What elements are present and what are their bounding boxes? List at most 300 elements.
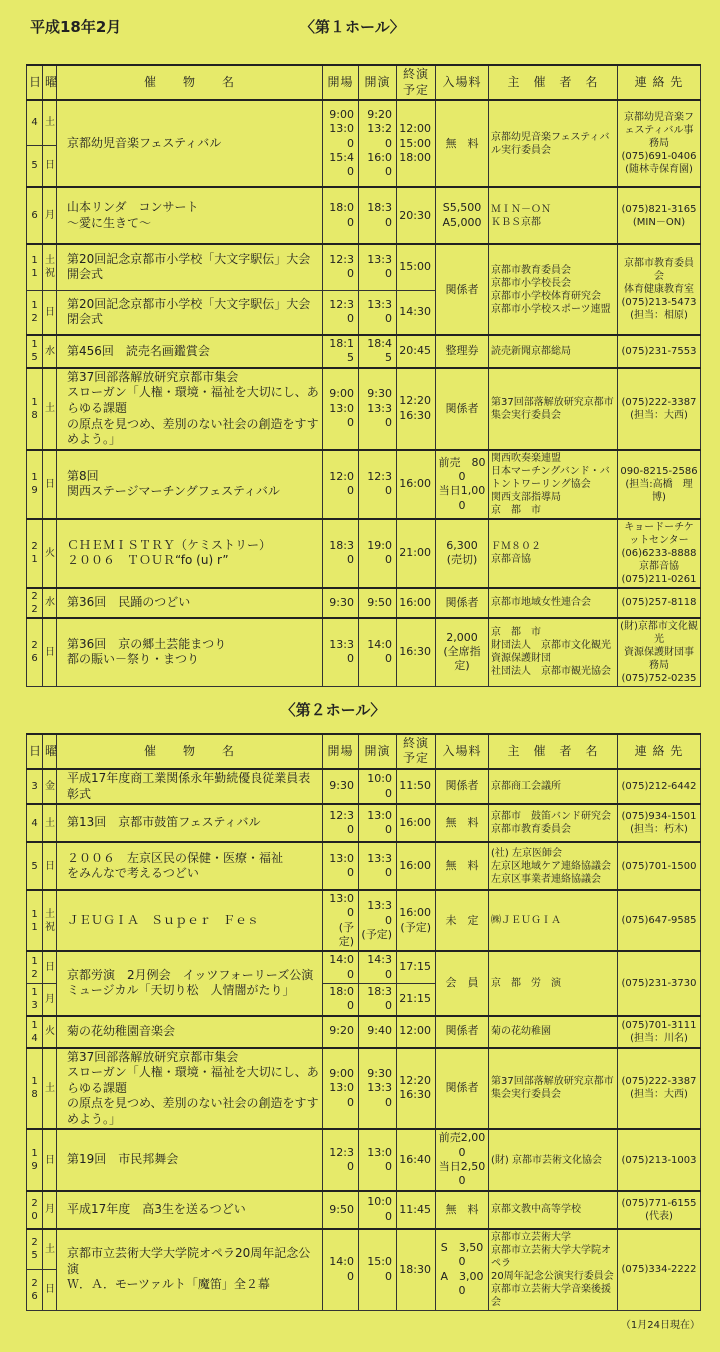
- end-time-line: 11:50: [399, 779, 431, 793]
- start-time-line: 19:00: [367, 538, 392, 567]
- contact-line: (06)6233-8888: [621, 547, 697, 559]
- contact-line: 体育健康教育室: [624, 284, 694, 296]
- admission-line: A5,000: [442, 215, 482, 229]
- day: 15: [27, 335, 43, 368]
- end-time-line: (予定): [400, 920, 431, 934]
- start-time-line: 13:30: [367, 1081, 392, 1109]
- event-name-line: 京都労演 2月例会 イッツフォーリーズ公演: [67, 967, 314, 982]
- start-time: [359, 1129, 397, 1190]
- admission: [436, 890, 489, 951]
- header-row: [27, 65, 701, 100]
- contact: [618, 187, 701, 244]
- admission: [436, 842, 489, 890]
- admission: [436, 618, 489, 687]
- contact-line: (075)257-8118: [621, 597, 697, 609]
- contact-line: (075)334-2222: [621, 1264, 697, 1276]
- contact: [618, 1048, 701, 1130]
- event-name-line: 第8回: [67, 468, 99, 483]
- admission-line: (売切): [446, 553, 478, 567]
- event-name-line: 山本リンダ コンサート: [67, 200, 199, 215]
- organizer-line: 京都市立芸術大学: [491, 1231, 571, 1243]
- contact: [618, 100, 701, 187]
- organizer: [489, 450, 618, 519]
- day: 25: [27, 1229, 43, 1270]
- day: 12: [27, 951, 43, 983]
- doors-open: [323, 290, 359, 335]
- doors-open-line: 12:30: [329, 298, 354, 326]
- event-name: [57, 890, 323, 951]
- organizer-line: 京都市地域女性連合会: [491, 597, 591, 609]
- organizer-line: 関西吹奏楽連盟: [491, 452, 561, 464]
- doors-open-line: 18:15: [329, 337, 354, 365]
- event-name: [57, 1129, 323, 1190]
- event-name-line: 第456回 読売名画鑑賞会: [67, 343, 210, 358]
- organizer: [489, 1048, 618, 1130]
- end-time: [397, 1016, 436, 1048]
- table-row: [27, 618, 701, 687]
- contact: [618, 368, 701, 450]
- end-time: [397, 1048, 436, 1130]
- doors-open: [323, 187, 359, 244]
- admission-line: 6,300: [446, 538, 478, 552]
- end-time: [397, 588, 436, 618]
- day: 4: [27, 804, 43, 842]
- end-time-line: 11:45: [399, 1202, 431, 1216]
- weekday: 土: [43, 1229, 57, 1270]
- day: 11: [27, 244, 43, 290]
- doors-open-line: 13:00: [329, 401, 354, 429]
- event-name: [57, 244, 323, 290]
- organizer-line: 第37回部落解放研究京都市: [491, 396, 614, 408]
- admission-line: 無 料: [445, 858, 479, 872]
- contact-line: (担当：朽木): [630, 824, 688, 836]
- doors-open: [323, 1229, 359, 1311]
- contact-line: 090-8215-2586: [620, 465, 698, 477]
- weekday: 水: [43, 588, 57, 618]
- doors-open-line: 12:30: [329, 253, 354, 281]
- doors-open: [323, 335, 359, 368]
- admission: [436, 1016, 489, 1048]
- organizer: [489, 842, 618, 890]
- doors-open: [323, 1016, 359, 1048]
- doors-open-line: 18:00: [329, 201, 354, 229]
- organizer: [489, 187, 618, 244]
- doors-open: [323, 804, 359, 842]
- organizer-line: 20周年記念公演実行委員会: [491, 1270, 614, 1282]
- organizer-line: 京都市小学校スポーツ連盟: [491, 303, 611, 315]
- organizer-line: 京 都 市: [491, 504, 541, 516]
- start-time-line: 9:40: [367, 1024, 392, 1038]
- organizer-line: 京都文教中高等学校: [491, 1204, 581, 1216]
- weekday: 金: [43, 769, 57, 804]
- contact-line: (075)212-6442: [621, 781, 697, 793]
- organizer-line: 京都幼児音楽フェスティバル実行委員会: [491, 131, 610, 156]
- doors-open-line: 13:00: [329, 892, 354, 920]
- start-time-line: 18:30: [367, 201, 392, 229]
- organizer-line: ＭＩＮ－ＯＮ: [491, 203, 551, 215]
- start-time: [359, 244, 397, 290]
- day: 26: [27, 618, 43, 687]
- column-header-day: 日: [27, 65, 43, 100]
- doors-open: [323, 618, 359, 687]
- start-time: [359, 1048, 397, 1130]
- day: 22: [27, 588, 43, 618]
- weekday: 土: [43, 368, 57, 450]
- table-row: [27, 519, 701, 588]
- event-name: [57, 1016, 323, 1048]
- event-name: [57, 618, 323, 687]
- contact-line: (担当：川名): [630, 1032, 688, 1044]
- column-header-end-time: 終演予定: [397, 65, 436, 100]
- contact-line: (075)821-3165: [621, 203, 697, 215]
- contact: [618, 519, 701, 588]
- end-time-line: 12:00: [399, 1024, 431, 1038]
- end-time-line: 16:00: [399, 815, 431, 829]
- doors-open: [323, 842, 359, 890]
- weekday: 土: [43, 100, 57, 145]
- end-time: [397, 842, 436, 890]
- column-header-end-time: 終演予定: [397, 734, 436, 769]
- event-name-line: 第36回 京の郷土芸能まつり: [67, 636, 227, 651]
- doors-open-line: 9:00: [329, 1067, 354, 1081]
- admission-line: 整理券: [445, 344, 479, 358]
- end-time-line: 16:30: [399, 645, 431, 659]
- weekday: 土祝: [43, 890, 57, 951]
- doors-open: [323, 244, 359, 290]
- organizer-line: 京都音協: [491, 554, 531, 566]
- contact-line: (075)211-0261: [621, 573, 697, 585]
- day: 3: [27, 769, 43, 804]
- day: 5: [27, 145, 43, 187]
- contact-line: 資源保護財団事務局: [624, 646, 694, 671]
- end-time-line: 21:00: [399, 546, 431, 560]
- admission-line: 当日2,500: [438, 1160, 486, 1188]
- start-time-line: 14:00: [367, 637, 392, 666]
- event-name-line: 第37回部落解放研究京都市集会: [67, 1049, 239, 1064]
- event-name-line: ミュージカル「天切り松 人情闇がたり」: [67, 983, 295, 998]
- start-time: [359, 187, 397, 244]
- organizer: [489, 618, 618, 687]
- admission: [436, 187, 489, 244]
- organizer-line: 京都市 鼓笛バンド研究会: [491, 811, 611, 823]
- contact: [618, 244, 701, 335]
- admission: [436, 1191, 489, 1229]
- admission-line: 未 定: [445, 913, 479, 927]
- start-time: [359, 769, 397, 804]
- hall-2-title: 〈第２ホール〉: [280, 700, 386, 719]
- organizer: [489, 519, 618, 588]
- start-time: [359, 100, 397, 187]
- event-name-line: 京都市立芸術大学大学院オペラ20周年記念公演: [67, 1246, 311, 1276]
- organizer: [489, 368, 618, 450]
- organizer-line: (財) 京都市芸術文化協会: [491, 1154, 602, 1166]
- start-time: [359, 335, 397, 368]
- contact-line: 京都市教育委員会: [624, 258, 694, 283]
- doors-open: [323, 368, 359, 450]
- doors-open-line: 13:00: [329, 1081, 354, 1109]
- doors-open: [323, 1048, 359, 1130]
- contact: [618, 1129, 701, 1190]
- doors-open-line: 18:30: [329, 538, 354, 567]
- doors-open: [323, 769, 359, 804]
- table-row: [27, 100, 701, 145]
- start-time: [359, 951, 397, 983]
- weekday: 水: [43, 335, 57, 368]
- day: 13: [27, 983, 43, 1015]
- doors-open-line: 9:30: [329, 779, 354, 793]
- doors-open: [323, 519, 359, 588]
- column-header-day: 日: [27, 734, 43, 769]
- end-time-line: 16:00: [399, 477, 431, 491]
- weekday: 日: [43, 842, 57, 890]
- end-time: [397, 450, 436, 519]
- organizer: [489, 1229, 618, 1311]
- end-time: [397, 951, 436, 983]
- start-time-line: 13:30: [367, 899, 392, 927]
- start-time-line: 9:50: [367, 595, 392, 609]
- organizer-line: 左京区地域ケア連絡協議会: [491, 860, 611, 872]
- event-name: [57, 1229, 323, 1311]
- admission: [436, 769, 489, 804]
- start-time-line: 13:30: [367, 298, 392, 326]
- end-time-line: 15:00: [399, 136, 431, 150]
- column-header-contact: 連 絡 先: [618, 734, 701, 769]
- day: 12: [27, 290, 43, 335]
- weekday: 日: [43, 145, 57, 187]
- day: 21: [27, 519, 43, 588]
- column-header-organizer: 主 催 者 名: [489, 734, 618, 769]
- event-name: [57, 588, 323, 618]
- admission: [436, 951, 489, 1015]
- doors-open-line: 14:00: [329, 953, 354, 981]
- event-name-line: 京都幼児音楽フェスティバル: [67, 135, 222, 150]
- organizer-line: 財団法人 京都市文化観光資源保護財団: [491, 640, 611, 665]
- organizer: [489, 951, 618, 1015]
- admission: [436, 368, 489, 450]
- end-time-line: 16:00: [399, 595, 431, 609]
- end-time-line: 18:00: [399, 150, 431, 164]
- start-time: [359, 588, 397, 618]
- event-name-line: ＣＨＥＭＩＳＴＲＹ（ケミストリー）: [67, 537, 272, 552]
- day: 20: [27, 1191, 43, 1229]
- column-header-organizer: 主 催 者 名: [489, 65, 618, 100]
- admission-line: 無 料: [445, 1202, 479, 1216]
- start-time: [359, 368, 397, 450]
- start-time-line: 13:30: [367, 851, 392, 880]
- hall-1-schedule-table: [26, 64, 701, 687]
- admission-line: S5,500: [442, 201, 482, 215]
- weekday: 土: [43, 1048, 57, 1130]
- weekday: 火: [43, 519, 57, 588]
- event-name: [57, 1048, 323, 1130]
- start-time-line: 9:20: [367, 107, 392, 121]
- organizer-line: (社) 左京医師会: [491, 847, 562, 859]
- day: 11: [27, 890, 43, 951]
- admission: [436, 804, 489, 842]
- start-time: [359, 842, 397, 890]
- doors-open-line: 9:00: [329, 387, 354, 401]
- organizer-line: 集会実行委員会: [491, 1089, 561, 1101]
- start-time-line: 9:30: [367, 387, 392, 401]
- contact-line: (075)231-7553: [621, 345, 697, 357]
- admission-line: 2,000: [446, 630, 478, 644]
- table-row: [27, 1016, 701, 1048]
- table-row: [27, 450, 701, 519]
- contact-line: (担当：大西): [630, 1089, 688, 1101]
- start-time: [359, 290, 397, 335]
- doors-open: [323, 890, 359, 951]
- end-time: [397, 1129, 436, 1190]
- end-time-line: 16:30: [399, 1088, 431, 1102]
- event-name-line: 平成17年度商工業関係永年勤続優良従業員表彰式: [67, 770, 311, 801]
- start-time: [359, 890, 397, 951]
- admission-line: 当日1,000: [438, 484, 486, 512]
- admission-line: 会 員: [445, 976, 479, 990]
- end-time-line: 17:15: [399, 960, 431, 974]
- event-name: [57, 335, 323, 368]
- contact-line: キョードーチケットセンター: [624, 521, 694, 546]
- doors-open-line: 12:00: [329, 469, 354, 498]
- contact: [618, 951, 701, 1015]
- contact-line: (075)213-5473: [621, 297, 697, 309]
- organizer-line: ＫＢＳ京都: [491, 216, 541, 228]
- contact-line: (担当：大西): [630, 409, 688, 421]
- event-name: [57, 187, 323, 244]
- end-time: [397, 1191, 436, 1229]
- table-row: [27, 588, 701, 618]
- admission: [436, 244, 489, 335]
- weekday: 火: [43, 1016, 57, 1048]
- end-time-line: 18:30: [399, 1262, 431, 1276]
- doors-open: [323, 450, 359, 519]
- organizer-line: 日本マーチングバンド・バトントワーリング協会: [491, 465, 610, 490]
- admission-line: 前売2,000: [438, 1131, 486, 1159]
- end-time: [397, 890, 436, 951]
- column-header-weekday: 曜: [43, 65, 57, 100]
- table-row: [27, 1048, 701, 1130]
- start-time-line: 13:30: [367, 253, 392, 281]
- admission: [436, 1129, 489, 1190]
- column-header-event-name: 催 物 名: [57, 734, 323, 769]
- start-time-line: 16:00: [367, 150, 392, 179]
- admission: [436, 588, 489, 618]
- event-name-line: ２００６ 左京区民の保健・医療・福祉: [67, 850, 284, 865]
- start-time-line: 13:00: [367, 808, 392, 837]
- organizer-line: 第37回部落解放研究京都市: [491, 1076, 614, 1088]
- doors-open: [323, 100, 359, 187]
- end-time: [397, 769, 436, 804]
- period-title: 平成18年2月: [30, 18, 122, 36]
- column-header-start-time: 開演: [359, 65, 397, 100]
- table-row: [27, 951, 701, 983]
- start-time-line: (予定): [361, 927, 392, 941]
- as-of-date-note: （1月24日現在）: [620, 1319, 700, 1331]
- start-time-line: 13:30: [367, 401, 392, 429]
- organizer-line: 京都市教育委員会: [491, 824, 571, 836]
- organizer: [489, 890, 618, 951]
- start-time-line: 18:30: [367, 984, 392, 1013]
- contact-line: (075)752-0235: [621, 672, 697, 684]
- contact-line: (075)934-1501: [621, 811, 697, 823]
- contact-line: (代表): [645, 1210, 673, 1222]
- doors-open: [323, 1191, 359, 1229]
- column-header-event-name: 催 物 名: [57, 65, 323, 100]
- weekday: 月: [43, 983, 57, 1015]
- table-row: [27, 804, 701, 842]
- doors-open-line: (予定): [338, 920, 354, 949]
- contact-line: (財)京都市文化観光: [620, 620, 698, 645]
- event-name-line: 菊の花幼稚園音楽会: [67, 1023, 176, 1038]
- admission-line: S 3,500: [440, 1241, 484, 1269]
- end-time: [397, 100, 436, 187]
- event-name-line: 第20回記念京都市小学校「大文字駅伝」大会開会式: [67, 251, 311, 282]
- contact-line: (075)222-3387: [621, 396, 697, 408]
- contact-line: 京都音協: [639, 560, 679, 572]
- end-time-line: 16:00: [399, 858, 431, 872]
- event-name: [57, 368, 323, 450]
- table-row: [27, 1191, 701, 1229]
- event-name: [57, 1191, 323, 1229]
- doors-open-line: 14:00: [329, 1255, 354, 1283]
- end-time-line: 20:30: [399, 208, 431, 222]
- start-time-line: 13:00: [367, 1145, 392, 1174]
- contact-line: (MIN－ON): [632, 216, 686, 228]
- contact-line: (担当:高橋 理博): [625, 478, 693, 503]
- event-name: [57, 769, 323, 804]
- event-name-line: 第20回記念京都市小学校「大文字駅伝」大会閉会式: [67, 296, 311, 327]
- event-name-line: 都の賑い－祭り・まつり: [67, 652, 200, 667]
- admission-line: 関係者: [445, 401, 479, 415]
- contact: [618, 804, 701, 842]
- contact: [618, 588, 701, 618]
- column-header-admission: 入場料: [436, 65, 489, 100]
- column-header-contact: 連 絡 先: [618, 65, 701, 100]
- end-time-line: 12:20: [399, 394, 431, 408]
- start-time: [359, 1191, 397, 1229]
- organizer: [489, 100, 618, 187]
- contact: [618, 1191, 701, 1229]
- doors-open-line: 15:40: [329, 150, 354, 179]
- admission-line: 関係者: [445, 1024, 479, 1038]
- contact: [618, 842, 701, 890]
- doors-open: [323, 951, 359, 983]
- hall-2-header: [26, 701, 700, 729]
- doors-open: [323, 588, 359, 618]
- day: 6: [27, 187, 43, 244]
- weekday: 日: [43, 951, 57, 983]
- table-row: [27, 187, 701, 244]
- table-row: [27, 769, 701, 804]
- organizer: [489, 244, 618, 335]
- organizer-line: 京都市立芸術大学音楽後援会: [491, 1283, 611, 1308]
- end-time: [397, 335, 436, 368]
- admission-line: 関係者: [445, 595, 479, 609]
- end-time-line: 16:00: [399, 906, 431, 920]
- contact-line: (075)213-1003: [621, 1154, 697, 1166]
- event-name: [57, 290, 323, 335]
- contact: [618, 1016, 701, 1048]
- admission: [436, 1229, 489, 1311]
- weekday: 月: [43, 187, 57, 244]
- table-row: [27, 1229, 701, 1270]
- organizer: [489, 1016, 618, 1048]
- event-name: [57, 519, 323, 588]
- end-time-line: 14:30: [399, 305, 431, 319]
- table-row: [27, 842, 701, 890]
- end-time: [397, 804, 436, 842]
- end-time: [397, 618, 436, 687]
- doors-open-line: 18:00: [329, 984, 354, 1013]
